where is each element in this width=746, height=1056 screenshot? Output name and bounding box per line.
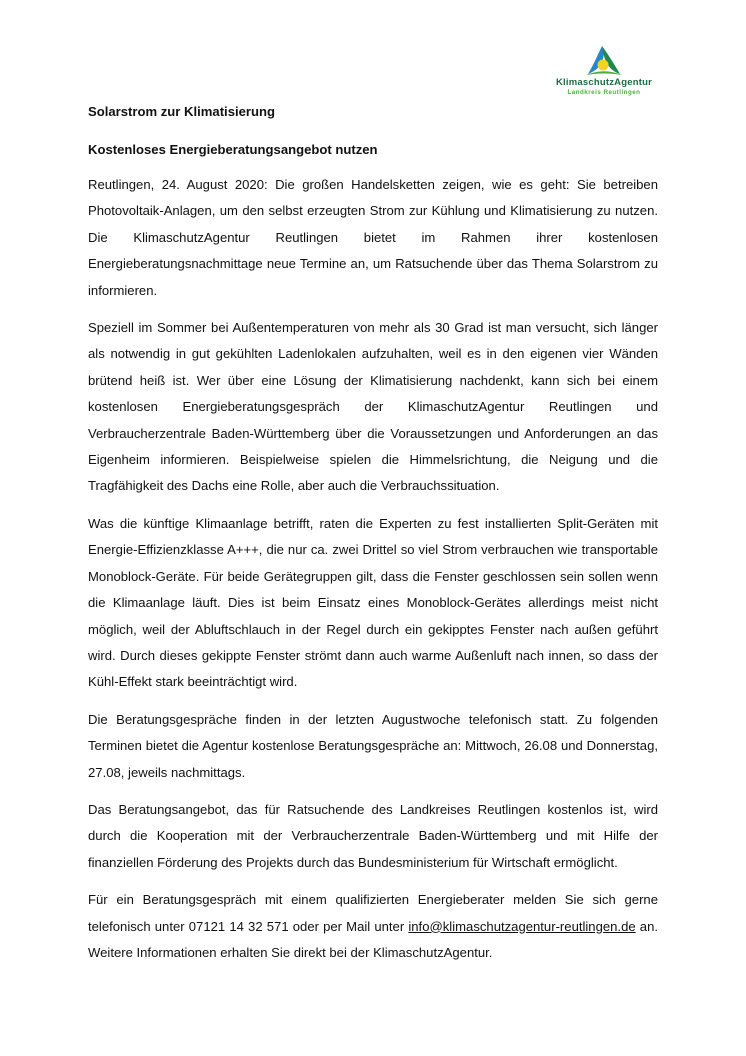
document-subtitle: Kostenloses Energieberatungsangebot nutzen <box>88 142 378 157</box>
paragraph-air-conditioning: Was die künftige Klimaanlage betrifft, raten die Experten zu fest installierten Split-Geräten mit Energie-Effizienzklasse A+++, die nur ca. zwei Drittel so viel Strom verbrauchen wie transportable Monoblock-Geräte. Für beide Gerätegruppen gilt, dass die Fenster geschlossen sein sollen wenn die Klimaanlage läuft. Dies ist beim Einsatz eines Monoblock-Gerätes allerdings meist nicht möglich, weil der Abluftschlauch in der Regel durch ein gekipptes Fenster nach außen geführt wird. Durch dieses gekippte Fenster strömt dann auch warme Außenluft nach innen, so dass der Kühl-Effekt stark beeinträchtigt wird. <box>88 515 658 690</box>
paragraph-appointments: Die Beratungsgespräche finden in der letzten Augustwoche telefonisch statt. Zu folgenden Terminen bietet die Agentur kostenlose Beratungsgespräche an: Mittwoch, 26.08 und Donnerstag, 27.08, jeweils nachmittags. <box>88 711 658 780</box>
press-release <box>88 102 658 977</box>
paragraph-intro: Reutlingen, 24. August 2020: Die großen Handelsketten zeigen, wie es geht: Sie betreiben Photovoltaik-Anlagen, um den selbst erzeugten Strom zur Kühlung und Klimatisierung zu nutzen. Die KlimaschutzAgentur Reutlingen bietet im Rahmen ihrer kostenlosen Energieberatungsnachmittage neue Termine an, um Ratsuchende über das Thema Solarstrom zu informieren. <box>88 177 658 298</box>
klimaschutzagentur-logo <box>544 44 664 102</box>
logo-mark-icon <box>582 44 626 78</box>
paragraph-contact <box>88 887 658 966</box>
email-link[interactable]: info@klimaschutzagentur-reutlingen.de <box>408 918 636 934</box>
paragraph-summer: Speziell im Sommer bei Außentemperaturen von mehr als 30 Grad ist man versucht, sich länger als notwendig in gut gekühlten Ladenlokalen aufzuhalten, weil es in den eigenen vier Wänden brütend heiß ist. Wer über eine Lösung der Klimatisierung nachdenkt, kann sich bei einem kostenlosen Energieberatungsgespräch der KlimaschutzAgentur Reutlingen und Verbraucherzentrale Baden-Württemberg über die Voraussetzungen und Anforderungen an das Eigenheim informieren. Beispielweise spielen die Himmelsrichtung, die Neigung und die Tragfähigkeit des Dachs eine Rolle, aber auch die Verbrauchssituation. <box>88 320 658 494</box>
logo-brand-text: KlimaschutzAgentur <box>556 77 652 88</box>
contact-text-before: Für ein Beratungsgespräch mit einem qualifizierten Energieberater melden Sie sich gerne telefonisch unter 07121 14 32 571 oder per Mail unter <box>88 892 658 934</box>
paragraph-funding: Das Beratungsangebot, das für Ratsuchende des Landkreises Reutlingen kostenlos ist, wird durch die Kooperation mit der Verbraucherzentrale Baden-Württemberg und mit Hilfe der finanziellen Förderung des Projekts durch das Bundesministerium für Wirtschaft ermöglicht. <box>88 801 658 870</box>
contact-text-after: an. Weitere Informationen erhalten Sie direkt bei der KlimaschutzAgentur. <box>88 918 658 960</box>
document-title: Solarstrom zur Klimatisierung <box>88 104 275 119</box>
logo-sub-text: Landkreis Reutlingen <box>567 89 641 96</box>
